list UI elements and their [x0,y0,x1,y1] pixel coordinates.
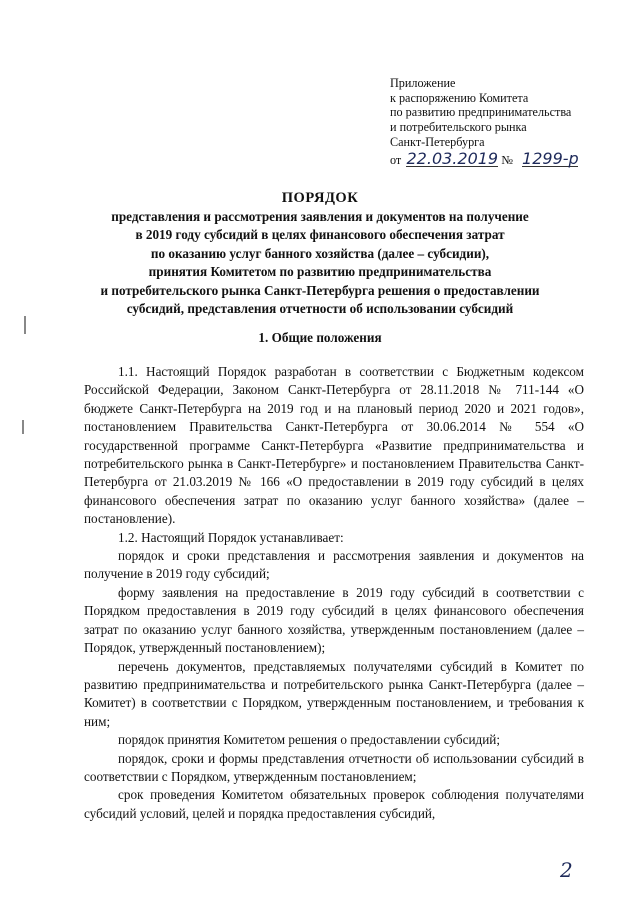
margin-mark [22,420,24,434]
subtitle-line: представления и рассмотрения заявления и документов на получение [111,209,529,224]
paragraph: 1.2. Настоящий Порядок устанавливает: [118,529,344,545]
number-prefix: № [501,152,513,167]
handwritten-date: 22.03.2019 [406,148,499,168]
paragraph: форму заявления на предоставление в 2019 году субсидий в соответствии с Порядком предоставления в 2019 году субсидий в целях финансового обеспечения затрат по оказанию услуг банного хозяйства, утвержденным постановлением (далее – Порядок, утвержденный постановлением); [84,584,584,656]
paragraph: порядок принятия Комитетом решения о предоставлении субсидий; [118,732,500,748]
section-heading: 1. Общие положения [258,330,382,345]
paragraph: 1.1. Настоящий Порядок разработан в соответствии с Бюджетным кодексом Российской Федерации, Законом Санкт-Петербурга от 28.11.2018 № 711-144 «О бюджете Санкт-Петербурга на 2019 год и на плановый период 2020 и 2021 годов», постановлением Правительства Санкт-Петербурга от 30.06.2014 № 554 «О государственной программе Санкт-Петербурга «Развитие предпринимательства и потребительского рынка в Санкт-Петербурге» и постановлением Правительства Санкт-Петербурга от 21.03.2019 № 166 «О предоставлении в 2019 году субсидий в целях финансового обеспечения затрат по оказанию услуг банного хозяйства» (далее – постановление). [84,364,584,527]
subtitle-line: принятия Комитетом по развитию предпринимательства [148,264,492,280]
document-subtitle [0,208,640,318]
annex-line-1: Приложение [390,76,456,90]
annex-block [390,76,630,167]
annex-line-5: Санкт-Петербурга [390,134,485,149]
subtitle-line: по оказанию услуг банного хозяйства (далее – субсидии), [150,245,490,261]
subtitle-line: субсидий, представления отчетности об использовании субсидий [126,301,514,317]
date-prefix: от [390,152,402,167]
subtitle-line: и потребительского рынка Санкт-Петербурга решения о предоставлении [100,282,540,298]
document-title: ПОРЯДОК [281,190,359,206]
paragraph: срок проведения Комитетом обязательных проверок соблюдения получателями субсидий условий, целей и порядка предоставления субсидий, [84,787,584,821]
subtitle-line: в 2019 году субсидий в целях финансового обеспечения затрат [135,227,505,243]
margin-mark [24,316,26,334]
page-corner-mark: 2 [560,858,573,882]
annex-line-2: к распоряжению Комитета [390,90,529,105]
paragraph: порядок и сроки представления и рассмотрения заявления и документов на получение в 2019 году субсидий; [84,548,584,582]
body-text [84,363,584,823]
handwritten-number: 1299-р [522,148,579,168]
paragraph: порядок, сроки и формы представления отчетности об использовании субсидий в соответствии с Порядком, утвержденным постановлением; [84,750,584,784]
annex-line-3: по развитию предпринимательства [390,105,572,120]
annex-date-line [390,148,630,168]
paragraph: перечень документов, представляемых получателями субсидий в Комитет по развитию предпринимательства и потребительского рынка Санкт-Петербурга (далее – Комитет) в соответствии с Порядком, утвержденным постановлением, и требования к ним; [84,658,584,729]
annex-line-4: и потребительского рынка [390,120,527,135]
